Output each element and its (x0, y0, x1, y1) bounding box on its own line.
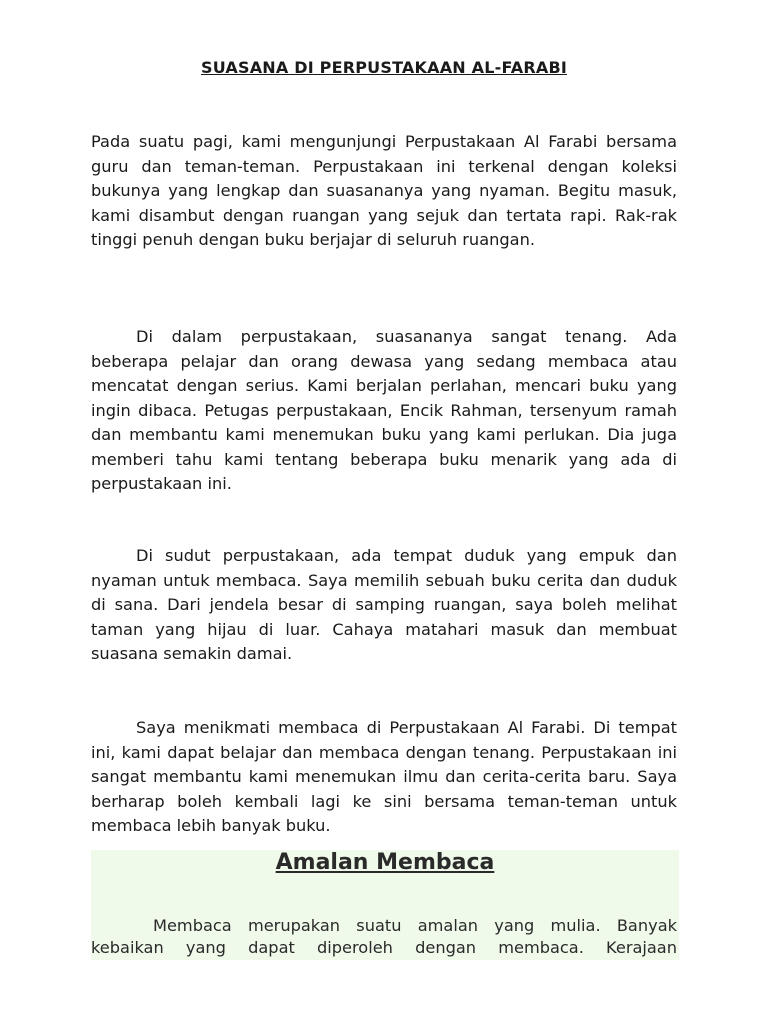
paragraph-2: Di dalam perpustakaan, suasananya sangat tenang. Ada beberapa pelajar dan orang dewasa yang sedang membaca atau mencatat dengan serius. Kami berjalan perlahan, mencari buku yang ingin dibaca. Petugas perpustakaan, Encik Rahman, tersenyum ramah dan membantu kami menemukan buku yang kami perlukan. Dia juga memberi tahu kami tentang beberapa buku menarik yang ada di perpustakaan ini. (91, 327, 677, 493)
paragraph-3: Di sudut perpustakaan, ada tempat duduk yang empuk dan nyaman untuk membaca. Saya memilih sebuah buku cerita dan duduk di sana. Dari jendela besar di samping ruangan, saya boleh melihat taman yang hijau di luar. Cahaya matahari masuk dan membuat suasana semakin damai. (91, 546, 677, 663)
paragraph-4: Saya menikmati membaca di Perpustakaan Al Farabi. Di tempat ini, kami dapat belajar dan membaca dengan tenang. Perpustakaan ini sangat membantu kami menemukan ilmu dan cerita-cerita baru. Saya berharap boleh kembali lagi ke sini bersama teman-teman untuk membaca lebih banyak buku. (91, 718, 677, 835)
section-box (91, 850, 679, 960)
section-paragraph: Membaca merupakan suatu amalan yang mulia. Banyak kebaikan yang dapat diperoleh dengan membaca. Kerajaan (91, 916, 677, 957)
document-title: SUASANA DI PERPUSTAKAAN AL-FARABI (200, 58, 567, 77)
paragraph-1: Pada suatu pagi, kami mengunjungi Perpustakaan Al Farabi bersama guru dan teman-teman. Perpustakaan ini terkenal dengan koleksi bukunya yang lengkap dan suasananya yang nyaman. Begitu masuk, kami disambut dengan ruangan yang sejuk dan tertata rapi. Rak-rak tinggi penuh dengan buku berjajar di seluruh ruangan. (91, 132, 677, 249)
section-heading: Amalan Membaca (275, 850, 495, 875)
